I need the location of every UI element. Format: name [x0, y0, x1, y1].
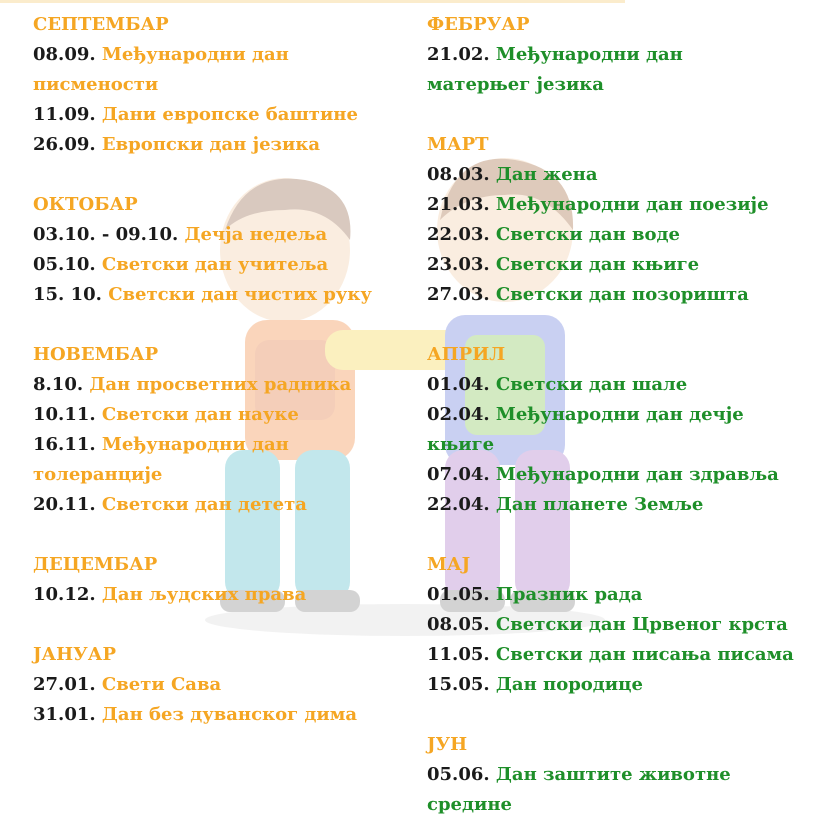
- entry-date: 01.04.: [427, 374, 490, 395]
- entry-event: Светски дан чистих руку: [108, 284, 372, 305]
- month-block: [33, 340, 418, 520]
- month-heading: НОВЕМБАР: [33, 344, 159, 365]
- calendar-entry: [33, 40, 418, 100]
- entry-event: Светски дан позоришта: [495, 284, 749, 305]
- entry-event: Међународни дан поезије: [495, 194, 769, 215]
- month-block: [427, 550, 812, 700]
- entry-date: 10.11.: [33, 404, 96, 425]
- calendar-entry: [33, 130, 418, 160]
- entry-event: Дечја недеља: [184, 224, 328, 245]
- calendar-entry: [33, 280, 418, 310]
- month-heading: ОКТОБАР: [33, 194, 138, 215]
- calendar-entry: [33, 250, 418, 280]
- entry-date: 05.10.: [33, 254, 96, 275]
- calendar-entry: [33, 100, 418, 130]
- entry-date: 08.09.: [33, 44, 96, 65]
- entry-date: 10.12.: [33, 584, 96, 605]
- month-spacer: [33, 160, 418, 190]
- calendar-entry: [427, 370, 812, 400]
- entry-date: 22.04.: [427, 494, 490, 515]
- entry-event: Свети Сава: [101, 674, 222, 695]
- entry-date: 27.03.: [427, 284, 490, 305]
- entry-event: Дан просветних радника: [89, 374, 352, 395]
- entry-date: 08.03.: [427, 164, 490, 185]
- calendar-entry: [33, 370, 418, 400]
- entry-event: Празник рада: [495, 584, 643, 605]
- entry-date: 05.06.: [427, 764, 490, 785]
- calendar-entry: [427, 280, 812, 310]
- calendar-entry: [33, 220, 418, 250]
- entry-date: 15.05.: [427, 674, 490, 695]
- month-spacer: [33, 520, 418, 550]
- entry-event: Светски дан Црвеног крста: [495, 614, 788, 635]
- entry-date: 31.01.: [33, 704, 96, 725]
- month-heading: МАЈ: [427, 554, 471, 575]
- entry-event: Дан планете Земље: [495, 494, 704, 515]
- entry-event: Међународни дан матерњег језика: [427, 44, 683, 95]
- entry-event: Светски дан шале: [495, 374, 688, 395]
- month-heading: МАРТ: [427, 134, 489, 155]
- calendar-entry: [33, 490, 418, 520]
- entry-event: Међународни дан писмености: [33, 44, 289, 95]
- month-block: [427, 10, 812, 100]
- calendar-entry: [427, 40, 812, 100]
- entry-date: 23.03.: [427, 254, 490, 275]
- entry-date: 07.04.: [427, 464, 490, 485]
- entry-date: 08.05.: [427, 614, 490, 635]
- entry-date: 22.03.: [427, 224, 490, 245]
- calendar-entry: [427, 160, 812, 190]
- calendar-entry: [427, 670, 812, 700]
- month-block: [33, 10, 418, 160]
- entry-event: Међународни дан дечје књиге: [427, 404, 744, 455]
- month-block: [427, 340, 812, 520]
- calendar-entry: [427, 490, 812, 520]
- month-heading: ФЕБРУАР: [427, 14, 530, 35]
- month-heading: ДЕЦЕМБАР: [33, 554, 158, 575]
- month-spacer: [33, 610, 418, 640]
- calendar-entry: [427, 460, 812, 490]
- entry-date: 11.09.: [33, 104, 96, 125]
- calendar-entry: [427, 220, 812, 250]
- month-heading: ЈУН: [427, 734, 468, 755]
- calendar-entry: [427, 760, 812, 820]
- calendar-entry: [427, 190, 812, 220]
- calendar-entry: [33, 670, 418, 700]
- entry-event: Дан људских права: [101, 584, 307, 605]
- entry-date: 15. 10.: [33, 284, 102, 305]
- entry-event: Дани европске баштине: [101, 104, 358, 125]
- entry-event: Дан без дуванског дима: [101, 704, 358, 725]
- entry-event: Светски дан књиге: [495, 254, 700, 275]
- left-column: [33, 10, 418, 730]
- entry-event: Дан заштите животне средине: [427, 764, 731, 815]
- entry-date: 8.10.: [33, 374, 84, 395]
- month-block: [427, 730, 812, 820]
- calendar-entry: [427, 610, 812, 640]
- month-spacer: [427, 700, 812, 730]
- month-spacer: [427, 310, 812, 340]
- entry-event: Дан породице: [495, 674, 643, 695]
- entry-event: Светски дан писања писама: [495, 644, 794, 665]
- month-spacer: [427, 520, 812, 550]
- month-heading: ЈАНУАР: [33, 644, 116, 665]
- entry-date: 02.04.: [427, 404, 490, 425]
- calendar-entry: [427, 400, 812, 460]
- calendar-entry: [33, 700, 418, 730]
- month-block: [33, 190, 418, 310]
- entry-event: Међународни дан здравља: [495, 464, 779, 485]
- top-divider: [0, 0, 625, 3]
- entry-date: 26.09.: [33, 134, 96, 155]
- calendar-entry: [33, 580, 418, 610]
- entry-event: Међународни дан толеранције: [33, 434, 289, 485]
- entry-event: Светски дан учитеља: [101, 254, 329, 275]
- entry-event: Дан жена: [495, 164, 598, 185]
- entry-date: 16.11.: [33, 434, 96, 455]
- entry-date: 11.05.: [427, 644, 490, 665]
- entry-date: 21.02.: [427, 44, 490, 65]
- entry-date: 27.01.: [33, 674, 96, 695]
- entry-date: 01.05.: [427, 584, 490, 605]
- month-heading: СЕПТЕМБАР: [33, 14, 169, 35]
- right-column: [427, 10, 812, 820]
- entry-event: Европски дан језика: [101, 134, 321, 155]
- calendar-entry: [33, 400, 418, 430]
- entry-event: Светски дан науке: [101, 404, 299, 425]
- month-spacer: [427, 100, 812, 130]
- month-block: [33, 640, 418, 730]
- month-block: [427, 130, 812, 310]
- calendar-entry: [427, 640, 812, 670]
- entry-event: Светски дан детета: [101, 494, 307, 515]
- entry-event: Светски дан воде: [495, 224, 680, 245]
- calendar-entry: [427, 580, 812, 610]
- entry-date: 21.03.: [427, 194, 490, 215]
- calendar-entry: [427, 250, 812, 280]
- entry-date: 03.10. - 09.10.: [33, 224, 179, 245]
- entry-date: 20.11.: [33, 494, 96, 515]
- month-spacer: [33, 310, 418, 340]
- month-block: [33, 550, 418, 610]
- calendar-entry: [33, 430, 418, 490]
- month-heading: АПРИЛ: [427, 344, 506, 365]
